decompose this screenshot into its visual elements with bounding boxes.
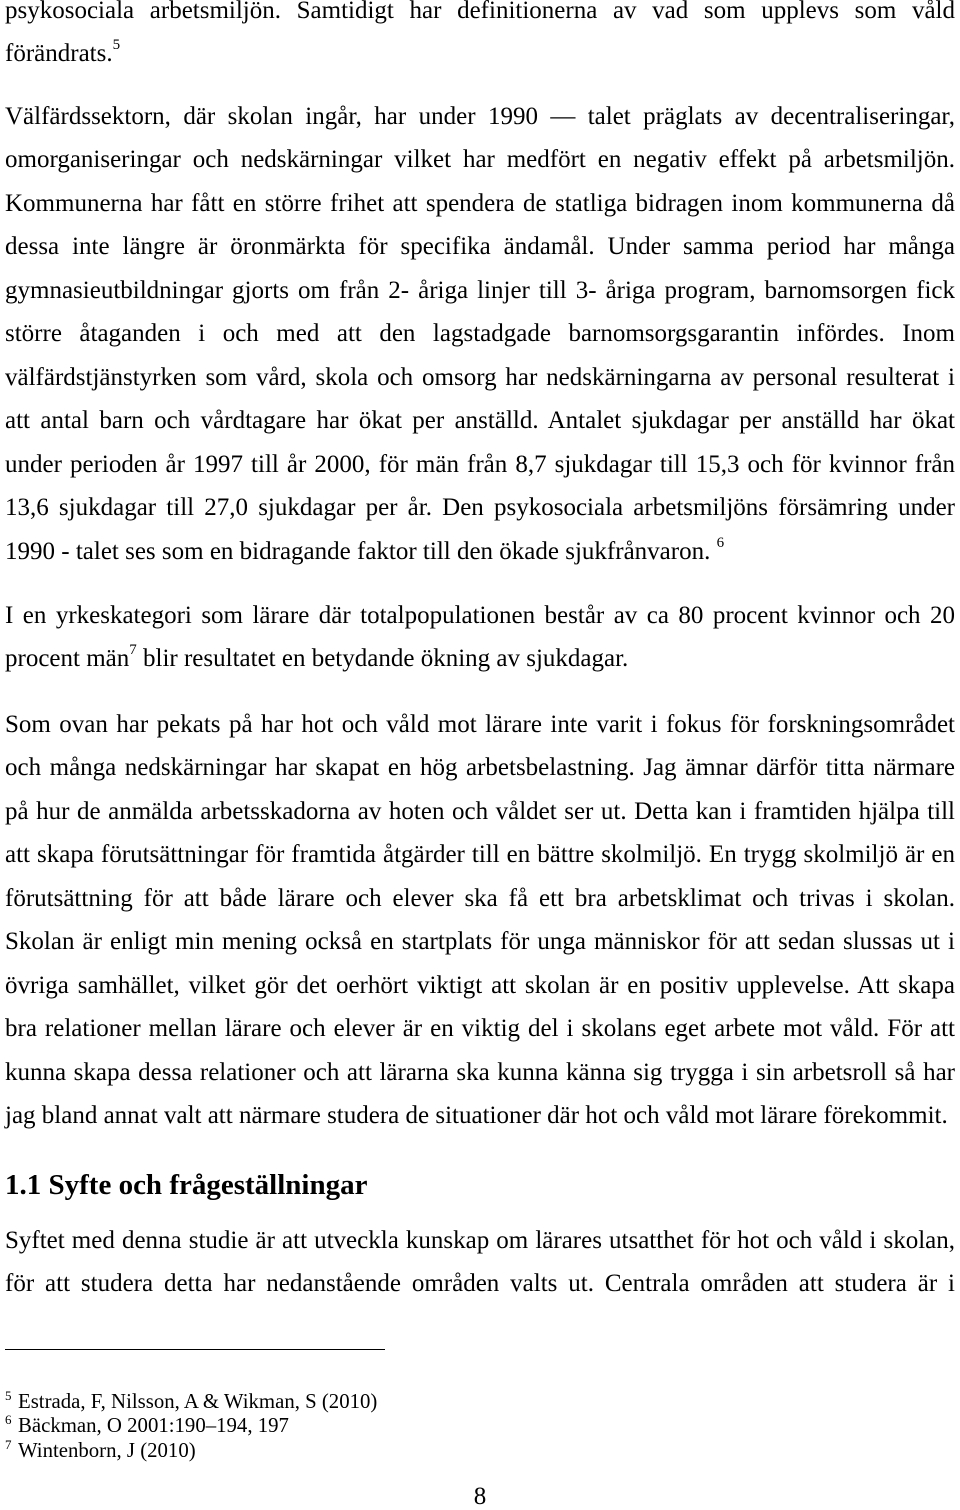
text-line: jag bland annat valt att närmare studera de situationer där hot och våld mot lärare förekommit. bbox=[5, 1102, 948, 1130]
text-line bbox=[5, 32, 955, 76]
text-line: förutsättning för att både lärare och elever ska få ett bra arbetsklimat och trivas i skolan. bbox=[5, 884, 955, 912]
section-title: Syfte och frågeställningar bbox=[48, 1169, 368, 1201]
text-line: gymnasieutbildningar gjorts om från 2- åriga linjer till 3- åriga program, barnomsorgen fick bbox=[5, 276, 955, 304]
text-line: välfärdstjänstyrken som vård, skola och omsorg har nedskärningarna av personal resulterat i bbox=[5, 363, 955, 391]
text-line-content: procent män bbox=[5, 645, 130, 673]
text-line: att skapa förutsättningar för framtida åtgärder till en bättre skolmiljö. En trygg skolmiljö är en bbox=[5, 841, 955, 869]
page-number: 8 bbox=[473, 1483, 487, 1510]
paragraph bbox=[5, 95, 955, 574]
section-heading bbox=[5, 1167, 367, 1203]
text-line: bra relationer mellan lärare och elever är en viktig del i skolans eget arbete mot våld. För att bbox=[5, 1015, 955, 1043]
footnote: 6 Bäckman, O 2001:190–194, 197 bbox=[5, 1412, 289, 1438]
text-line: under perioden år 1997 till år 2000, för män från 8,7 sjukdagar till 15,3 och för kvinnor från bbox=[5, 450, 955, 478]
footnote-text: Bäckman, O 2001:190–194, 197 bbox=[18, 1414, 289, 1438]
paragraph bbox=[5, 594, 955, 681]
paragraph bbox=[5, 0, 955, 75]
footnotes bbox=[5, 1387, 905, 1464]
text-line: psykosociala arbetsmiljön. Samtidigt har definitionerna av vad som upplevs som våld bbox=[5, 0, 955, 24]
section-number: 1.1 bbox=[5, 1169, 42, 1201]
text-line: omorganiseringar och nedskärningar vilket har medfört en negativ effekt på arbetsmiljön. bbox=[5, 146, 955, 174]
text-line: Skolan är enligt min mening också en startplats för unga människor för att sedan slussas ut i bbox=[5, 928, 955, 956]
paragraph bbox=[5, 703, 955, 1138]
text-line: på hur de anmälda arbetsskadorna av hoten och våldet ser ut. Detta kan i framtiden hjälpa till bbox=[5, 797, 955, 825]
footnote-ref: 6 bbox=[716, 534, 725, 551]
text-line: för att studera detta har nedanstående områden valts ut. Centrala områden att studera är i bbox=[5, 1270, 955, 1298]
footnote-ref: 7 bbox=[129, 642, 137, 659]
text-line-content: förändrats. bbox=[5, 39, 113, 67]
paragraph bbox=[5, 1219, 955, 1306]
text-line: att antal barn och vårdtagare har ökat per anställd. Antalet sjukdagar per anställd har ökat bbox=[5, 407, 955, 435]
footnote-ref: 5 bbox=[112, 36, 121, 53]
text-line: Kommunerna har fått en större frihet att spendera de statliga bidragen inom kommunerna då bbox=[5, 189, 955, 217]
footnote-text: Estrada, F, Nilsson, A & Wikman, S (2010) bbox=[18, 1389, 378, 1413]
text-line-content: blir resultatet en betydande ökning av sjukdagar. bbox=[143, 645, 629, 673]
text-line: Syftet med denna studie är att utveckla kunskap om lärares utsatthet för hot och våld i skolan, bbox=[5, 1226, 955, 1254]
footnote-separator bbox=[5, 1349, 385, 1350]
footnote: 5 Estrada, F, Nilsson, A & Wikman, S (2010) bbox=[5, 1387, 378, 1413]
text-line: Som ovan har pekats på har hot och våld mot lärare inte varit i fokus för forskningsområdet bbox=[5, 710, 955, 738]
text-line: övriga samhället, vilket gör det oerhört viktigt att skolan är en positiv upplevelse. Att skapa bbox=[5, 971, 955, 999]
text-line: kunna skapa dessa relationer och att lärarna ska kunna känna sig trygga i sin arbetsroll så har bbox=[5, 1058, 955, 1086]
text-line bbox=[5, 637, 955, 681]
text-line: dessa inte längre är öronmärkta för specifika ändamål. Under samma period har många bbox=[5, 233, 955, 261]
footnote-text: Wintenborn, J (2010) bbox=[18, 1438, 196, 1462]
text-line: 13,6 sjukdagar till 27,0 sjukdagar per år. Den psykosociala arbetsmiljöns försämring under bbox=[5, 494, 955, 522]
text-line: och många nedskärningar har skapat en hög arbetsbelastning. Jag ämnar därför titta närmare bbox=[5, 754, 955, 782]
text-line: större åtaganden i och med att den lagstadgade barnomsorgsgarantin infördes. Inom bbox=[5, 320, 955, 348]
text-line: Välfärdssektorn, där skolan ingår, har under 1990 — talet präglats av decentraliseringar, bbox=[5, 102, 955, 130]
text-line bbox=[5, 530, 955, 574]
footnote: 7 Wintenborn, J (2010) bbox=[5, 1436, 196, 1462]
text-line: I en yrkeskategori som lärare där totalpopulationen består av ca 80 procent kvinnor och 20 bbox=[5, 601, 955, 629]
text-line-content: 1990 - talet ses som en bidragande faktor till den ökade sjukfrånvaron. bbox=[5, 537, 711, 565]
